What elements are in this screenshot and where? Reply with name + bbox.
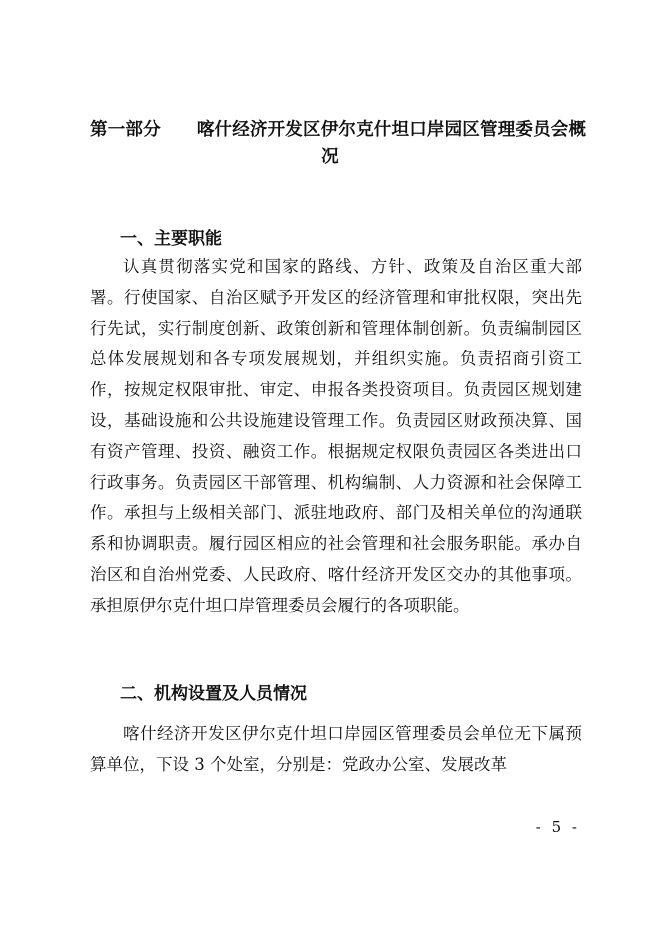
title-line2: 况	[321, 147, 339, 167]
title-part-label: 第一部分	[90, 120, 161, 140]
paragraph-organization: 喀什经济开发区伊尔克什坦口岸园区管理委员会单位无下属预算单位，下设 3 个处室，分别是：党政办公室、发展改革	[90, 724, 582, 774]
section-heading-organization: 二、机构设置及人员情况	[120, 684, 307, 704]
page-number: - 5 -	[535, 818, 580, 836]
page-title	[90, 117, 590, 171]
paragraph-main-functions: 认真贯彻落实党和国家的路线、方针、政策及自治区重大部署。行使国家、自治区赋予开发区的经济管理和审批权限，突出先行先试，实行制度创新、政策创新和管理体制创新。负责编制园区总体发展规划和各专项发展规划，并组织实施。负责招商引资工作，按规定权限审批、审定、申报各类投资项目。负责园区规划建设，基础设施和公共设施建设管理工作。负责园区财政预决算、国有资产管理、投资、融资工作。根据规定权限负责园区各类进出口行政事务。负责园区干部管理、机构编制、人力资源和社会保障工作。承担与上级相关部门、派驻地政府、部门及相关单位的沟通联系和协调职责。履行园区相应的社会管理和社会服务职能。承办自治区和自治州党委、人民政府、喀什经济开发区交办的其他事项。承担原伊尔克什坦口岸管理委员会履行的各项职能。	[90, 257, 582, 615]
title-line1: 喀什经济开发区伊尔克什坦口岸园区管理委员会概	[196, 120, 587, 140]
section-heading-main-functions: 一、主要职能	[120, 229, 222, 249]
